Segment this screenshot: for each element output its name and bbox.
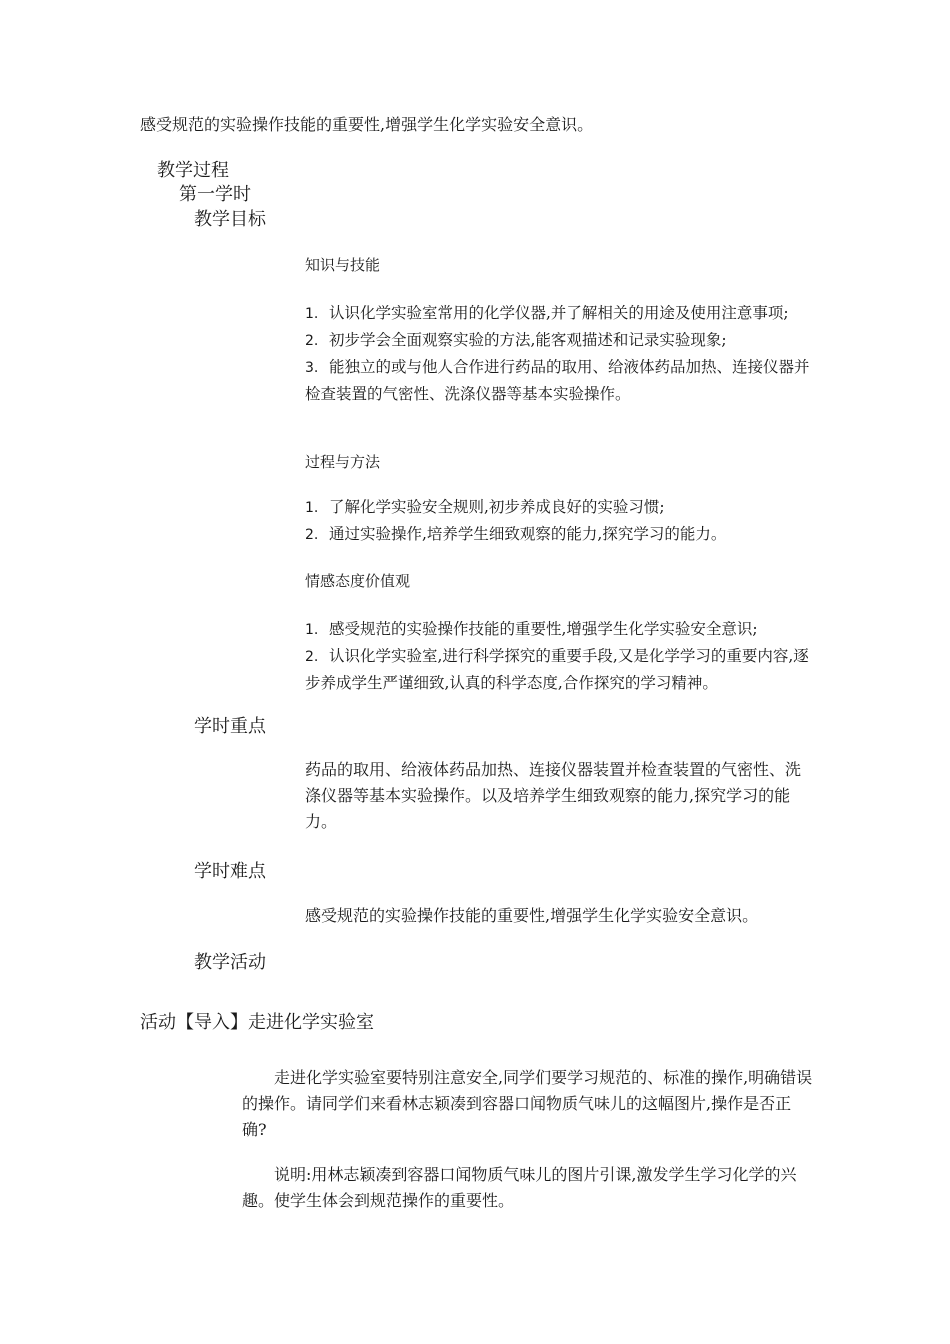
activity-1-title: 活动【导入】走进化学实验室 — [140, 1012, 374, 1033]
goal-attitude-list — [305, 616, 815, 696]
list-item: 1. 了解化学实验安全规则,初步养成良好的实验习惯; — [305, 498, 665, 516]
goal-knowledge-list — [305, 300, 815, 407]
list-item: 2. 通过实验操作,培养学生细致观察的能力,探究学习的能力。 — [305, 525, 727, 543]
list-item: 2. 认识化学实验室,进行科学探究的重要手段,又是化学学习的重要内容,逐步养成学生严谨细致,认真的科学态度,合作探究的学习精神。 — [305, 647, 809, 692]
goal-knowledge-title: 知识与技能 — [305, 256, 381, 274]
difficulties-text: 感受规范的实验操作技能的重要性,增强学生化学实验安全意识。 — [305, 906, 759, 925]
goal-process-title: 过程与方法 — [305, 453, 381, 471]
heading-teaching-process: 教学过程 — [157, 160, 229, 181]
goal-attitude-title: 情感态度价值观 — [305, 572, 411, 590]
heading-key-points: 学时重点 — [194, 716, 266, 737]
key-points-text: 药品的取用、给液体药品加热、连接仪器装置并检查装置的气密性、洗涤仪器等基本实验操作。以及培养学生细致观察的能力,探究学习的能力。 — [305, 760, 802, 831]
list-item: 1. 认识化学实验室常用的化学仪器,并了解相关的用途及使用注意事项; — [305, 304, 789, 322]
intro-line: 感受规范的实验操作技能的重要性,增强学生化学实验安全意识。 — [140, 115, 594, 134]
goal-process-list — [305, 494, 815, 548]
activity-1-paragraph-2: 说明:用林志颖凑到容器口闻物质气味儿的图片引课,激发学生学习化学的兴趣。使学生体会到规范操作的重要性。 — [242, 1165, 797, 1210]
list-item: 2. 初步学会全面观察实验的方法,能客观描述和记录实验现象; — [305, 331, 727, 349]
list-item: 1. 感受规范的实验操作技能的重要性,增强学生化学实验安全意识; — [305, 620, 758, 638]
activity-1-paragraph-1: 走进化学实验室要特别注意安全,同学们要学习规范的、标准的操作,明确错误的操作。请同学们来看林志颖凑到容器口闻物质气味儿的这幅图片,操作是否正确? — [242, 1068, 813, 1139]
heading-lesson-1: 第一学时 — [179, 184, 251, 205]
heading-difficulties: 学时难点 — [194, 861, 266, 882]
heading-teaching-activities: 教学活动 — [194, 952, 266, 973]
heading-teaching-goals: 教学目标 — [194, 209, 266, 230]
list-item: 3. 能独立的或与他人合作进行药品的取用、给液体药品加热、连接仪器并检查装置的气密性、洗涤仪器等基本实验操作。 — [305, 358, 810, 403]
